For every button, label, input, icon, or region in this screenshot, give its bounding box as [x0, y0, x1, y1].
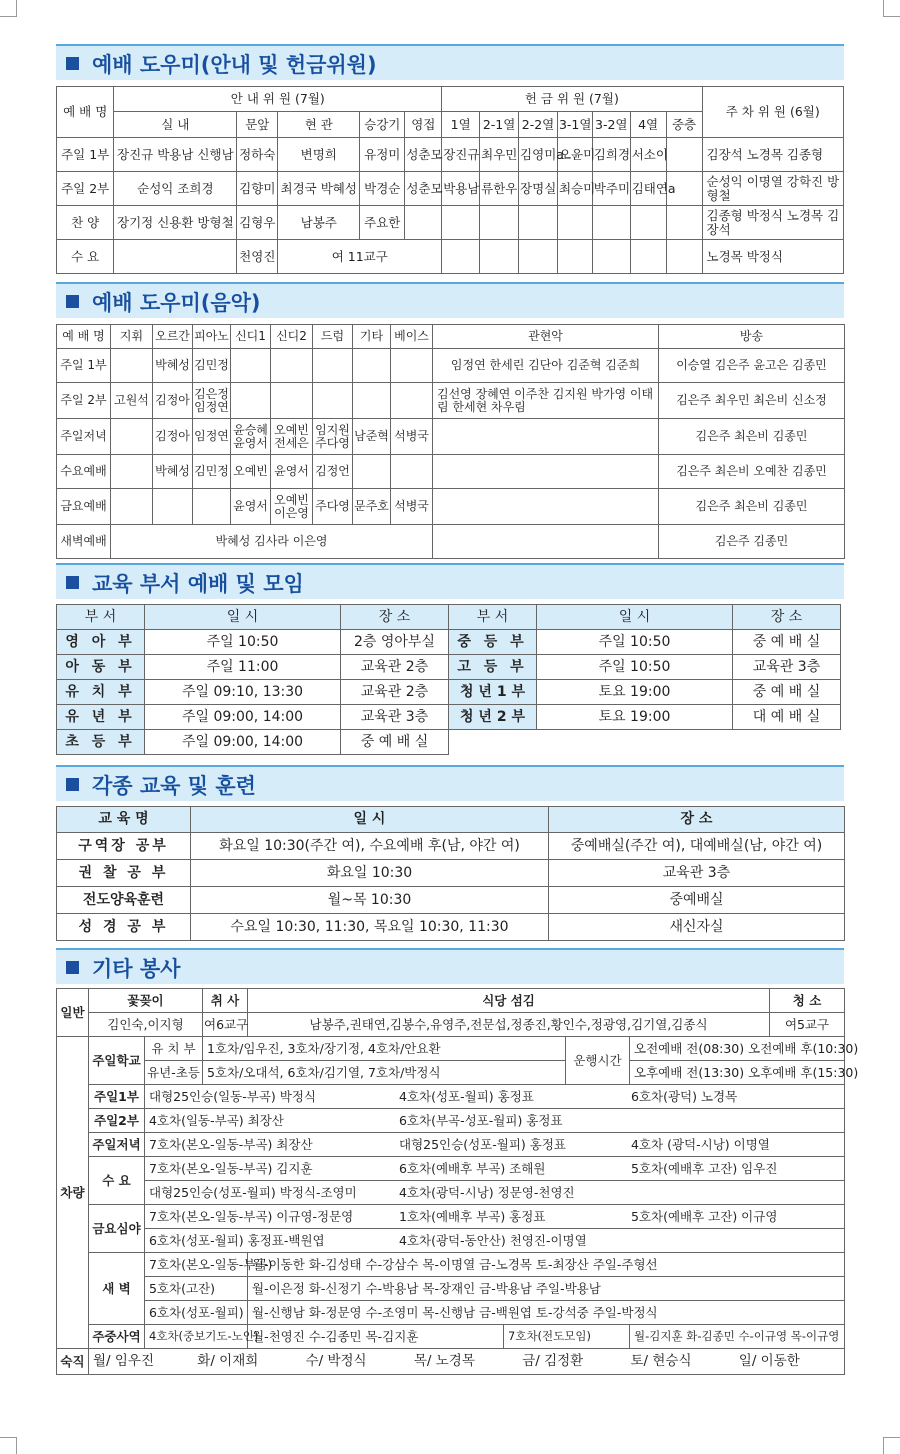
table-row: 대형25인승(성포-월피) 박정식-조영미 4호차(광덕-시낭) 정문영-천영진 [57, 1181, 845, 1205]
table-row: 주일 1부 박혜성 김민정 임정연 한세린 김단아 김준혁 김준희 이승열 김은주 윤고은 김종민 [57, 349, 845, 383]
crop-mark [883, 0, 900, 17]
table-row: 새 벽 7호차(본오-일동-부곡) 월-이동한 화-김성태 수-강삼수 목-이명열 금-노경목 토-최장산 주일-주형선 [57, 1253, 845, 1277]
square-bullet-icon [66, 576, 79, 589]
training-table: 교 육 명 일 시 장 소 구역장 공부 화요일 10:30(주간 여), 수요예배 후(남, 야간 여) 중예배실(주간 여), 대예배실(남, 야간 여) 권 찰 공 부 화요일 10:30 교육관 3층 전도양육훈련 월~목 10:30 중예배실 성 경 공 부 수요일 10:30, 11:30, 목요일 10:30, 11:30 새신자실 [56, 806, 845, 941]
table-row: 주중사역 4호차(중보기도-노인) 월-천영진 수-김종민 목-김지훈 7호차(전도모임) 월-김지훈 화-김종민 수-이규영 목-이규영 [57, 1325, 845, 1349]
table-row: 주일저녁 김정아 임정연 윤승혜 윤영서 오예빈 전세은 임지원 주다영 남준혁 석병국 김은주 최은비 김종민 [57, 419, 845, 455]
table-row: 주일2부 4호차(일동-부곡) 최장산 6호차(부곡-성포-월피) 홍정표 [57, 1109, 845, 1133]
table-row: 전도양육훈련 월~목 10:30 중예배실 [57, 887, 845, 914]
header-parking: 주 차 위 원 (6월) [702, 87, 844, 138]
table-row: 주일 1부 장진규 박용남 신행남 정하숙 변명희 유정미 성춘모 장진규 최우민 김영미a 오윤미 김희경 서소이 김장석 노경목 김종형 [57, 138, 844, 172]
table-row: 영 아 부 주일 10:50 2층 영아부실 중 등 부 주일 10:50 중 예 배 실 [57, 630, 841, 655]
crop-mark [0, 1437, 17, 1454]
square-bullet-icon [66, 295, 79, 308]
sub-header: 문앞 [237, 112, 278, 138]
table-row: 구역장 공부 화요일 10:30(주간 여), 수요예배 후(남, 야간 여) 중예배실(주간 여), 대예배실(남, 야간 여) [57, 833, 845, 860]
section-title: 각종 교육 및 훈련 [92, 774, 256, 798]
square-bullet-icon [66, 961, 79, 974]
table-row: 5호차(고잔) 월-이은정 화-신정기 수-박용남 목-장재인 금-박용남 주일-박용남 [57, 1277, 845, 1301]
edu-table: 부 서 일 시 장 소 부 서 일 시 장 소 영 아 부 주일 10:50 2층 영아부실 중 등 부 주일 10:50 중 예 배 실 아 동 부 주일 11:00 교육관 2층 고 등 부 주일 10:50 교육관 3층 유 치 부 주일 09:10, 13:30 교육관 2층 청 년 1 부 토요 19:00 중 예 배 실 유 년 부 주일 09:00, 14:00 교육관 3층 청 년 2 부 토요 19:00 대 예 배 실 초 등 부 주일 09:00, 14:00 중 예 배 실 [56, 604, 841, 755]
table-row: 주일1부 대형25인승(일동-부곡) 박정식 4호차(성포-월피) 홍정표 6호차(광덕) 노경목 [57, 1085, 845, 1109]
table-row: 유 치 부 주일 09:10, 13:30 교육관 2층 청 년 1 부 토요 19:00 중 예 배 실 [57, 680, 841, 705]
table-row: 수 요 7호차(본오-일동-부곡) 김지훈 6호차(예배후 부곡) 조해원 5호차(예배후 고잔) 임우진 [57, 1157, 845, 1181]
table-row: 수 요 천영진 여 11교구 노경목 박정식 [57, 240, 844, 274]
section-header-etc [56, 948, 844, 984]
table-row: 주일 2부 고원석 김정아 김은정 임정연 김선영 장혜연 이주찬 김지원 박가영 이태림 한세현 차우림 김은주 최우민 최은비 신소정 [57, 383, 845, 419]
table-row: 아 동 부 주일 11:00 교육관 2층 고 등 부 주일 10:50 교육관 3층 [57, 655, 841, 680]
header-offering: 헌 금 위 원 (7월) [442, 87, 702, 112]
square-bullet-icon [66, 778, 79, 791]
section-header-edu [56, 563, 844, 599]
table-row: 금요예배 윤영서 오예빈 이은영 주다영 문주호 석병국 김은주 최은비 김종민 [57, 489, 845, 525]
table-row: 유 년 부 주일 09:00, 14:00 교육관 3층 청 년 2 부 토요 19:00 대 예 배 실 [57, 705, 841, 730]
guide-table [56, 86, 844, 274]
table-row: 권 찰 공 부 화요일 10:30 교육관 3층 [57, 860, 845, 887]
table-row: 수요예배 박혜성 김민정 오예빈 윤영서 김정언 김은주 최은비 오예찬 김종민 [57, 455, 845, 489]
sub-header: 2-1열 [480, 112, 519, 138]
table-row: 새벽예배 박혜성 김사라 이은영 김은주 김종민 [57, 525, 845, 559]
table-row: 6호차(성포-월피) 월-신행남 화-정문영 수-조영미 목-신행남 금-백원엽 토-강석중 주일-박정식 [57, 1301, 845, 1325]
sub-header: 승강기 [360, 112, 405, 138]
table-row: 성 경 공 부 수요일 10:30, 11:30, 목요일 10:30, 11:30 새신자실 [57, 914, 845, 941]
section-header-music [56, 282, 844, 318]
section-title: 교육 부서 예배 및 모임 [92, 572, 304, 596]
crop-mark [883, 1437, 900, 1454]
crop-mark [0, 0, 17, 17]
section-title: 기타 봉사 [92, 957, 181, 981]
sub-header: 실 내 [114, 112, 237, 138]
table-row: 주일 2부 순성익 조희경 김향미 최경국 박혜성 박경순 성춘모 박용남 류한우 장명실 최승미 박주미 김태연a 순성익 이명열 강학진 방형철 [57, 172, 844, 206]
header-service: 예 배 명 [57, 87, 114, 138]
section-header-guide [56, 44, 844, 80]
sub-header: 3-1열 [557, 112, 592, 138]
table-row: 찬 양 장기정 신용환 방형철 김형우 남봉주 주요한 김종형 박정식 노경목 김장석 [57, 206, 844, 240]
sub-header: 2-2열 [519, 112, 558, 138]
sub-header: 1열 [442, 112, 480, 138]
sub-header: 3-2열 [592, 112, 630, 138]
etc-table: 일반 꽃꽂이 취 사 식당 섬김 청 소 김인숙,이지형 여6교구 남봉주,권태연,김봉수,유영주,전문섭,정종진,황인수,정광영,김기열,김종식 여5교구 차량 주일학교 유 치 부 1호차/임우진, 3호차/장기정, 4호차/안요환 운행시간 오전예배 전(08:30) 오전예배 후(10:30) 유년-초등 5호차/오대석, 6호차/김기열, 7호차/박정식 오후예배 전(13:30) 오후예배 후(15:30) 주일1부 대형25인승(일동-부곡) 박정식 4호차(성포-월피) 홍정표 6호차(광덕) 노경목 주일2부 4호차(일동-부곡) 최장산 6호차(부곡-성포-월피) 홍정표 주일저녁 7호차(본오-일동-부곡) 최장산 대형25인승(성포-월피) 홍정표 4호차 (광덕-시낭) 이명열 수 요 7호차(본오-일동-부곡) 김지훈 6호차(예배후 부곡) 조해원 5호차(예배후 고잔) 임우진 대형25인승(성포-월피) 박정식-조영미 4호차(광덕-시낭) 정문영-천영진 금요심야 7호차(본오-일동-부곡) 이규영-정문영 1호차(예배후 부곡) 홍정표 5호차(예배후 고잔) 이규영 6호차(성포-월피) 홍정표-백원엽 4호차(광덕-동안산) 천영진-이명열 새 벽 7호차(본오-일동-부곡) 월-이동한 화-김성태 수-강삼수 목-이명열 금-노경목 토-최장산 주일-주형선 5호차(고잔) 월-이은정 화-신정기 수-박용남 목-장재인 금-박용남 주일-박용남 6호차(성포-월피) 월-신행남 화-정문영 수-조영미 목-신행남 금-백원엽 토-강석중 주일-박정식 주중사역 4호차(중보기도-노인) 월-천영진 수-김종민 목-김지훈 7호차(전도모임) 월-김지훈 화-김종민 수-이규영 목-이규영 숙직 월/ 임우진 화/ 이재희 수/ 박정식 목/ 노경목 금/ 김정환 토/ 현승식 일/ 이동한 [56, 988, 845, 1375]
table-row: 주일저녁 7호차(본오-일동-부곡) 최장산 대형25인승(성포-월피) 홍정표 4호차 (광덕-시낭) 이명열 [57, 1133, 845, 1157]
table-row: 금요심야 7호차(본오-일동-부곡) 이규영-정문영 1호차(예배후 부곡) 홍정표 5호차(예배후 고잔) 이규영 [57, 1205, 845, 1229]
sub-header: 현 관 [278, 112, 360, 138]
sub-header: 중층 [666, 112, 702, 138]
section-header-training [56, 765, 844, 801]
table-row: 숙직 월/ 임우진 화/ 이재희 수/ 박정식 목/ 노경목 금/ 김정환 토/ 현승식 일/ 이동한 [57, 1349, 845, 1375]
sub-header: 4열 [630, 112, 666, 138]
section-title: 예배 도우미(안내 및 헌금위원) [92, 53, 377, 77]
square-bullet-icon [66, 57, 79, 70]
sub-header: 영접 [405, 112, 442, 138]
section-title: 예배 도우미(음악) [92, 291, 261, 315]
music-table: 예 배 명 지휘 오르간 피아노 신디1 신디2 드럼 기타 베이스 관현악 방송 주일 1부 박혜성 김민정 임정연 한세린 김단아 김준혁 김준희 이승열 김은주 윤고은 김종민 주일 2부 고원석 김정아 김은정 임정연 김선영 장혜연 이주찬 김지원 박가영 이태림 한세현 차우림 김은주 최우민 최은비 신소정 주일저녁 김정아 임정연 윤승혜 윤영서 오예빈 전세은 임지원 주다영 남준혁 석병국 김은주 최은비 김종민 수요예배 박혜성 김민정 오예빈 윤영서 김정언 김은주 최은비 오예찬 김종민 금요예배 윤영서 오예빈 이은영 주다영 문주호 석병국 김은주 최은비 김종민 새벽예배 박혜성 김사라 이은영 김은주 김종민 [56, 324, 845, 559]
header-guide: 안 내 위 원 (7월) [114, 87, 442, 112]
table-row: 6호차(성포-월피) 홍정표-백원엽 4호차(광덕-동안산) 천영진-이명열 [57, 1229, 845, 1253]
table-row: 초 등 부 주일 09:00, 14:00 중 예 배 실 [57, 730, 841, 755]
